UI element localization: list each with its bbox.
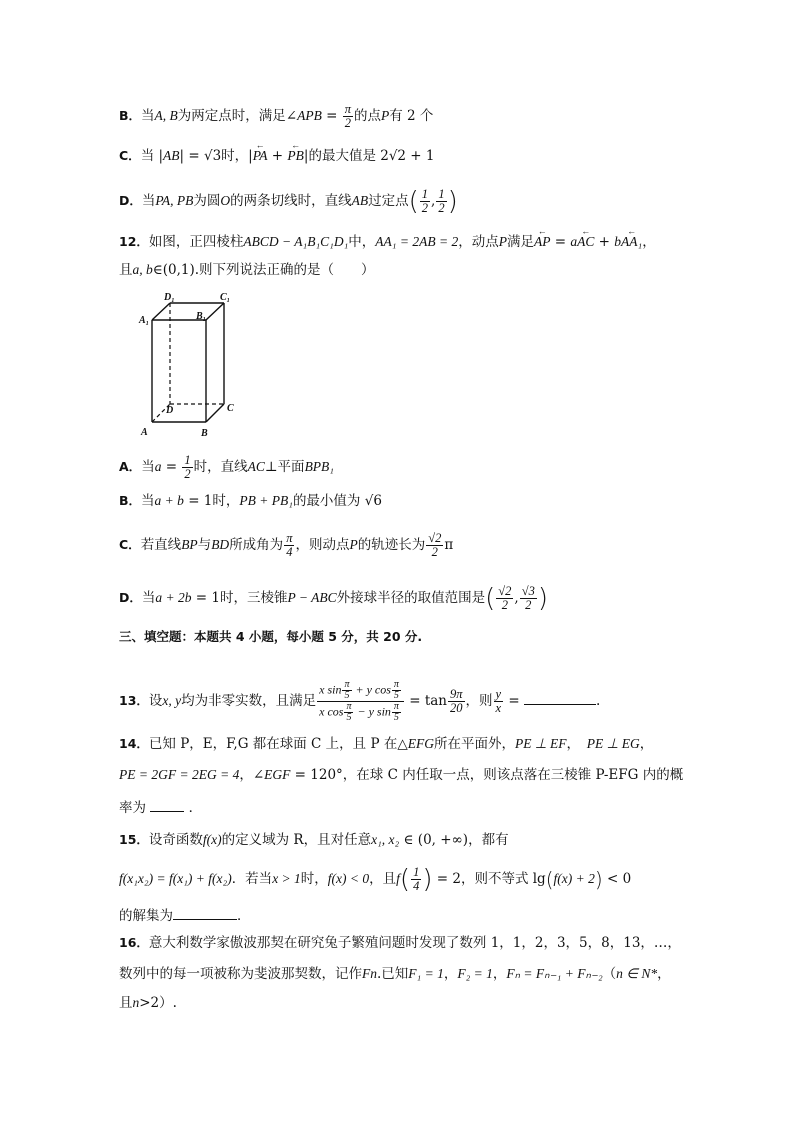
q15-line1: 15．设奇函数f(x)的定义域为 R，且对任意x₁, x₂ ∈ (0, +∞)，都有 [119, 832, 509, 848]
answer-blank[interactable] [150, 797, 184, 812]
q15-line3: 的解集为 ． [119, 905, 251, 926]
label-c: C [227, 403, 234, 414]
q13-big-fraction: x sin $\frac{\pi}{5}$ + y cos $\frac{\pi}{5}$ x cos $\frac{\pi}{5}$ − y sin $\frac{\pi}{5}$ [317, 680, 404, 723]
label-a1: A₁ [139, 315, 150, 326]
label-b1: B₁ [196, 311, 207, 322]
q14-line1: 14．已知 P，E，F,G 都在球面 C 上，且 P 在△EFG所在平面外，PE ⊥ EF， PE ⊥ EG， [119, 736, 654, 752]
q15-line2: f(x₁x₂) = f(x₁) + f(x₂)．若当x > 1时，f(x) < 0，且f( $\frac{1}{4}$ ) = 2，则不等式 lg(f(x) + 2) < 0 [119, 864, 632, 895]
q11-option-c: C．当 |AB| = √3时，|← PA + ← PB|的最大值是 2√2 + 1 [119, 146, 435, 166]
label-d1: D₁ [164, 292, 175, 303]
q11-option-b: B．当A, B为两定点时，满足∠APB = $\frac{\pi}{2}$ 的点P有 2 个 [119, 102, 434, 130]
q16-line1: 16．意大利数学家傲波那契在研究兔子繁殖问题时发现了数列 1，1，2，3，5，8，13，…， [119, 935, 681, 951]
answer-blank[interactable] [173, 905, 237, 920]
prism-figure [138, 292, 248, 442]
q12-stem-line2: 且a, b∈(0,1).则下列说法正确的是（ ） [119, 262, 375, 278]
q14-line2: PE = 2GF = 2EG = 4，∠EGF = 120°，在球 C 内任取一点，则该点落在三棱锥 P-EFG 内的概 [119, 767, 684, 783]
label-b: B [201, 428, 208, 439]
q14-line3: 率为 ． [119, 797, 202, 818]
q12-option-a: A．当a = $\frac{1}{2}$ 时，直线AC⊥平面BPB₁ [119, 453, 334, 481]
q12-option-d: D．当a + 2b = 1时，三棱锥P − ABC外接球半径的取值范围是( $\frac{√2}{2}$ , $\frac{√3}{2}$ ) [119, 583, 548, 614]
q16-line2: 数列中的每一项被称为斐波那契数，记作Fn.已知F₁ = 1，F₂ = 1，Fₙ = Fₙ₋₁ + Fₙ₋₂（n ∈ N*， [119, 966, 671, 982]
edge-b1c1 [206, 303, 224, 320]
q12-stem-line1: 12．如图，正四棱柱ABCD − A₁B₁C₁D₁中，AA₁ = 2AB = 2，动点P满足← AP = a← AC + b← AA₁， [119, 232, 656, 252]
edge-bc [206, 404, 224, 422]
label-d: D [166, 405, 174, 416]
answer-blank[interactable] [524, 690, 596, 705]
q16-line3: 且n>2）. [119, 995, 177, 1011]
edge-d1a1 [152, 303, 170, 320]
q12-option-c: C．若直线BP与BD所成角为 $\frac{\pi}{4}$ ，则动点P的轨迹长为 $\frac{√2}{2}$ π [119, 531, 454, 559]
label-a: A [141, 427, 148, 438]
q12-option-b: B．当a + b = 1时，PB + PB₁的最小值为 √6 [119, 493, 382, 509]
section-title: 三、填空题：本题共 4 小题，每小题 5 分，共 20 分. [119, 629, 423, 644]
q13: 13．设x, y均为非零实数，且满足 x sin $\frac{\pi}{5}$ + y cos $\frac{\pi}{5}$ x cos $\frac{\pi}{5}$ − y sin $\frac{\pi}{5}$ = tan $\frac{9\pi}{20}$ ，则 $\frac{y}{x}$ = . [119, 679, 601, 723]
label-c1: C₁ [220, 292, 231, 303]
fraction: $\frac{\pi}{2}$ [344, 102, 352, 130]
q11-option-d: D．当PA, PB为圆O的两条切线时，直线AB过定点( $\frac{1}{2}$ , $\frac{1}{2}$ ) [119, 186, 458, 217]
